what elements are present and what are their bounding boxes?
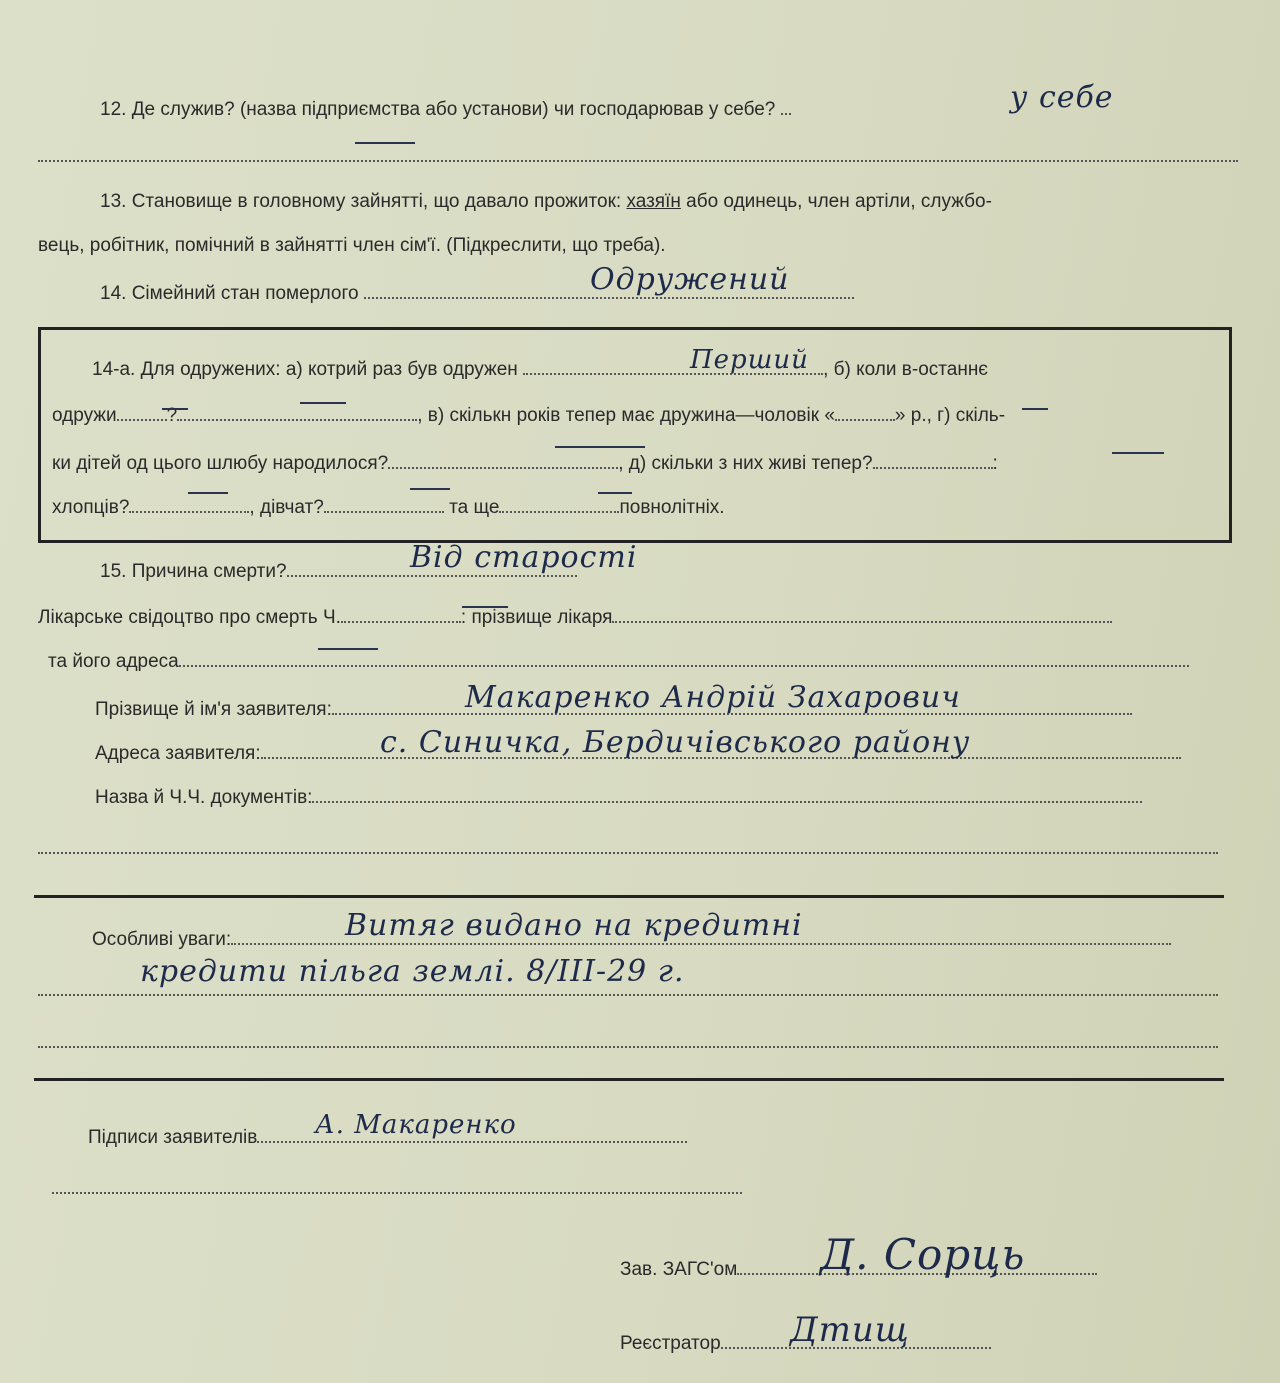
applicant-name-line: Прізвище й ім'я заявителя: xyxy=(95,698,1132,722)
q14a-row2-dash-b xyxy=(300,402,346,404)
q13-line2: вець, робітник, помічний в зайнятті член сім'ї. (Підкреслити, що треба). xyxy=(38,235,666,256)
head-signature-line: Зав. ЗАГС'ом xyxy=(620,1258,1097,1282)
registrar-signature-line: Реєстратор xyxy=(620,1332,991,1356)
doctor-address-dash xyxy=(318,648,378,650)
q13-selected-option: хазяїн xyxy=(626,191,681,212)
q14a-row4-dash-c xyxy=(598,492,632,494)
q14a-row4: хлопців? , дівчат? та ще повнолітніх. xyxy=(52,497,725,518)
applicant-address-answer: с. Синичка, Бердичівського району xyxy=(380,725,971,760)
q14a-row4-dash-b xyxy=(410,488,450,490)
notes-answer-line2: кредити пільга землі. 8/III-29 г. xyxy=(140,954,685,989)
notes-row-2 xyxy=(38,994,1218,996)
q15-label: 15. Причина смерти? xyxy=(100,560,577,584)
q12-label: 12. Де служив? (назва підприємства або установи) чи господарював у себе? xyxy=(100,98,791,122)
applicants-signature-row-2 xyxy=(52,1192,742,1194)
q14a-row3: ки дітей од цього шлюбу народилося? , д) скільки з них живі тепер? : xyxy=(52,453,998,474)
q14a-row3-dash-b xyxy=(1112,452,1164,454)
applicant-docs-line: Назва й Ч.Ч. документів: xyxy=(95,786,1142,810)
registrar-signature: Дтищ xyxy=(790,1310,910,1350)
q14a-row2-dash-c xyxy=(1022,408,1048,410)
notes-row-3 xyxy=(38,1046,1218,1048)
doctor-line: Лікарське свідоцтво про смерть Ч. : прізвище лікаря xyxy=(38,606,1112,630)
applicants-signature-line: Підписи заявителів xyxy=(88,1126,687,1150)
q14a-row2-dash-a xyxy=(162,408,188,410)
q14a-row1-answer: Перший xyxy=(690,345,809,375)
notes-answer-line1: Витяг видано на кредитні xyxy=(345,908,803,943)
applicant-docs-continuation xyxy=(38,852,1218,854)
doctor-dash xyxy=(462,606,508,608)
q14a-row2: одружи ? , в) скількн років тепер має дружина—чоловік « » р., г) скіль- xyxy=(52,405,1006,426)
head-signature: Д. Сорць xyxy=(820,1230,1026,1279)
applicant-name-answer: Макаренко Андрій Захарович xyxy=(465,680,961,715)
applicants-signature: А. Макаренко xyxy=(315,1110,517,1140)
q12-continuation-line xyxy=(38,160,1238,162)
q15-answer: Від старості xyxy=(410,540,638,575)
q14a-row4-dash-a xyxy=(188,492,228,494)
applicant-address-line: Адреса заявителя: xyxy=(95,742,1181,766)
doctor-address-line: та його адреса xyxy=(48,650,1189,674)
q12-answer: у себе xyxy=(1010,80,1114,115)
q14a-row3-dash-a xyxy=(555,446,645,448)
q14-answer: Одружений xyxy=(590,262,790,297)
notes-line: Особливі уваги: xyxy=(92,928,1171,952)
q12-dash xyxy=(355,142,415,144)
q13-line1: 13. Становище в головному зайнятті, що давало прожиток: хазяїн або одинець, член артіли, службо- xyxy=(100,191,992,212)
section-rule-1 xyxy=(34,895,1224,898)
q14a-row1: 14-а. Для одружених: а) котрий раз був одружен , б) коли в-останнє xyxy=(92,359,989,380)
section-rule-2 xyxy=(34,1078,1224,1081)
q14-label: 14. Сімейний стан померлого xyxy=(100,282,854,306)
